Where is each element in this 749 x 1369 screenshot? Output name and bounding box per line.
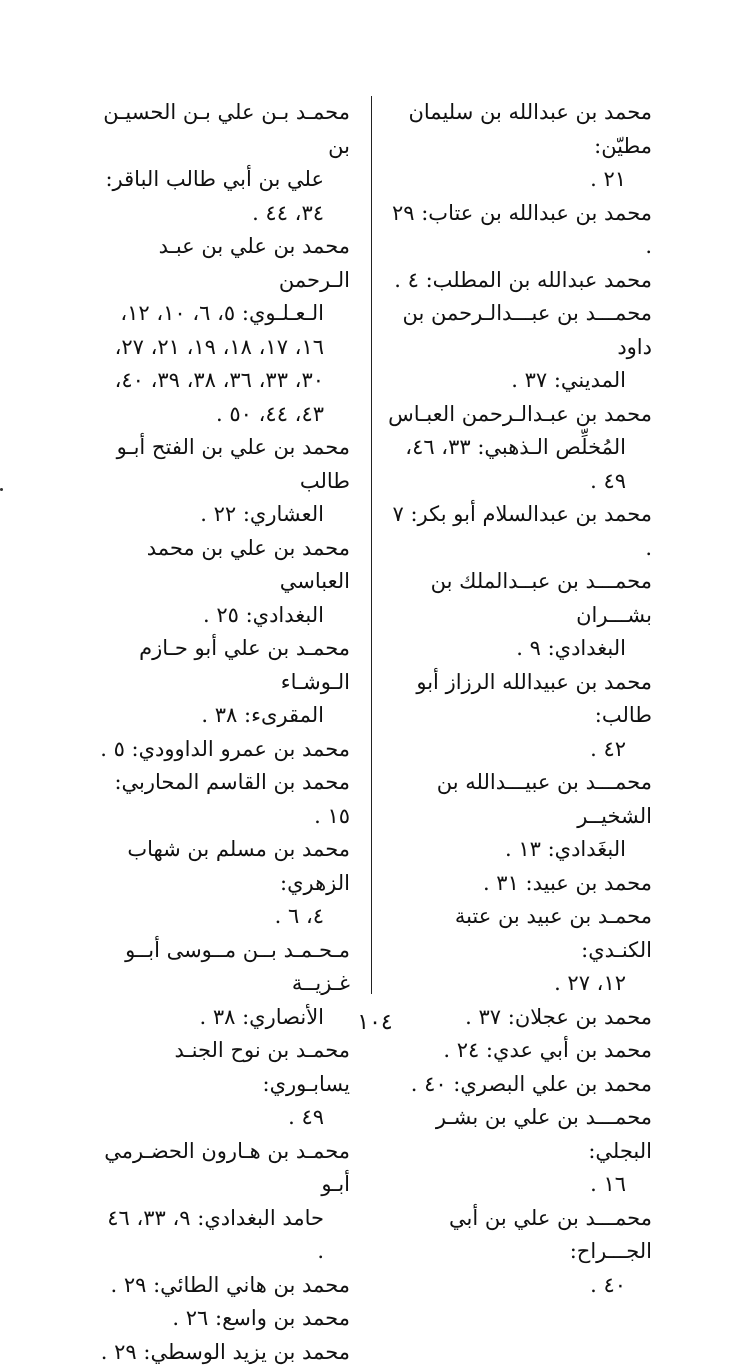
- entry-name: محمد بن عبـدالـرحمن العبـاس: [388, 402, 652, 426]
- entry-pages: البغَدادي: ١٣ .: [386, 833, 652, 867]
- entry-pages: ٤٢ .: [386, 733, 652, 767]
- entry-name: محمد بن عبدالله بن عتاب: ٢٩ .: [392, 201, 652, 259]
- entry-pages: العشاري: ٢٢ .: [96, 498, 350, 532]
- entry-pages: البغدادي: ٩ .: [386, 632, 652, 666]
- entry-name: محمد بن علي بن محمد العباسي: [147, 536, 350, 594]
- entry-name: محمد بن علي بن عبـد الـرحمن: [159, 234, 350, 292]
- index-entry: [96, 1336, 350, 1369]
- entry-name: محمد عبدالله بن المطلب: ٤ .: [394, 268, 652, 292]
- index-entry: [96, 1034, 350, 1135]
- entry-name: محمد بن هاني الطائي: ٢٩ .: [110, 1273, 350, 1297]
- index-entry: [386, 197, 652, 264]
- entry-name: محمد بن واسع: ٢٦ .: [172, 1306, 350, 1330]
- entry-name: محمـد بن هـارون الحضـرمي أبـو: [104, 1139, 350, 1197]
- entry-name: محمـــد بن علي بن بشـر البجلي:: [436, 1105, 652, 1163]
- index-entry: [386, 867, 652, 901]
- page-number: ١٠٤: [320, 1010, 430, 1035]
- entry-pages: البغدادي: ٢٥ .: [96, 599, 350, 633]
- index-entry: [96, 431, 350, 532]
- entry-name: محمـــد بن عبـــدالـرحمن بن داود: [402, 301, 652, 359]
- entry-name: محمد بن عمرو الداوودي: ٥ .: [100, 737, 350, 761]
- index-entry: [96, 532, 350, 633]
- entry-name: محمد بن عبيد: ٣١ .: [483, 871, 652, 895]
- entry-name: محمـــد بن علي بن أبي الجـــراح:: [449, 1206, 652, 1264]
- entry-pages: الـعـلـوي: ٥، ٦، ١٠، ١٢، ١٦، ١٧، ١٨، ١٩، ٢١، ٢٧، ٣٠، ٣٣، ٣٦، ٣٨، ٣٩، ٤٠، ٤٣، ٤٤، ٥٠ .: [96, 297, 350, 431]
- entry-pages: علي بن أبي طالب الباقر: ٣٤، ٤٤ .: [96, 163, 350, 230]
- index-entry: [386, 264, 652, 298]
- index-entry: [96, 733, 350, 767]
- index-entry: [386, 1202, 652, 1303]
- entry-pages: ١٢، ٢٧ .: [386, 967, 652, 1001]
- entry-pages: حامد البغدادي: ٩، ٣٣، ٤٦ .: [96, 1202, 350, 1269]
- entry-pages: المُخلِّص الـذهبي: ٣٣، ٤٦، ٤٩ .: [386, 431, 652, 498]
- index-entry: [386, 96, 652, 197]
- index-entry: [386, 666, 652, 767]
- index-entry: [386, 398, 652, 499]
- entry-pages: ٤، ٦ .: [96, 900, 350, 934]
- index-entry: [96, 833, 350, 934]
- entry-pages: المقرىء: ٣٨ .: [96, 699, 350, 733]
- index-entry: [96, 934, 350, 1035]
- entry-name: محمـد بن نوح الجنـد يسابـوري:: [174, 1038, 350, 1096]
- entry-name: محمد بن عبدالسلام أبو بكر: ٧ .: [393, 502, 652, 560]
- index-entry: [96, 1269, 350, 1303]
- index-entry: [96, 1135, 350, 1269]
- entry-name: محمـد بن عبيد بن عتبة الكنـدي:: [455, 904, 652, 962]
- entry-pages: ٤٠ .: [386, 1269, 652, 1303]
- index-entry: [96, 766, 350, 833]
- index-entry: [386, 1101, 652, 1202]
- index-entry: [386, 498, 652, 565]
- index-entry: [96, 96, 350, 230]
- entry-name: محمد بن علي البصري: ٤٠ .: [411, 1072, 652, 1096]
- entry-name: محمد بن عبيدالله الرزاز أبو طالب:: [416, 670, 652, 728]
- index-entry: [386, 1034, 652, 1068]
- entry-name: محمد بن عبدالله بن سليمان مطيّن:: [408, 100, 652, 158]
- entry-name: محمد بن مسلم بن شهاب الزهري:: [127, 837, 350, 895]
- index-entry: [386, 766, 652, 867]
- entry-pages: الأنصاري: ٣٨ .: [96, 1001, 350, 1035]
- index-entry: [96, 230, 350, 431]
- entry-name: محمد بن القاسم المحاربي: ١٥ .: [114, 770, 350, 828]
- scan-edge-mark: [0, 488, 3, 491]
- entry-name: محمد بن أبي عدي: ٢٤ .: [443, 1038, 652, 1062]
- entry-name: محمـــد بن عبــدالملك بن بشـــران: [431, 569, 652, 627]
- entry-pages: المديني: ٣٧ .: [386, 364, 652, 398]
- entry-name: محمـد بن علي أبو حـازم الـوشـاء: [139, 636, 350, 694]
- right-column: [386, 96, 652, 1302]
- index-entry: [96, 632, 350, 733]
- index-entry: [386, 297, 652, 398]
- entry-pages: ١٦ .: [386, 1168, 652, 1202]
- entry-name: محمـد بـن علي بـن الحسيـن بن: [103, 100, 350, 158]
- entry-name: محمد بن يزيد الوسطي: ٢٩ .: [101, 1340, 350, 1364]
- index-entry: [386, 900, 652, 1001]
- index-entry: [386, 1068, 652, 1102]
- entry-pages: ٢١ .: [386, 163, 652, 197]
- index-entry: [386, 565, 652, 666]
- column-divider: [371, 96, 372, 994]
- index-entry: [96, 1302, 350, 1336]
- entry-pages: ٤٩ .: [96, 1101, 350, 1135]
- entry-name: محمـــد بن عبيـــدالله بن الشخيــر: [437, 770, 652, 828]
- left-column: [96, 96, 350, 1369]
- entry-name: محمد بن عجلان: ٣٧ .: [465, 1005, 652, 1029]
- entry-name: مـحـمـد بــن مــوسى أبــو غـزيــة: [125, 938, 350, 996]
- entry-name: محمد بن علي بن الفتح أبـو طالب: [117, 435, 350, 493]
